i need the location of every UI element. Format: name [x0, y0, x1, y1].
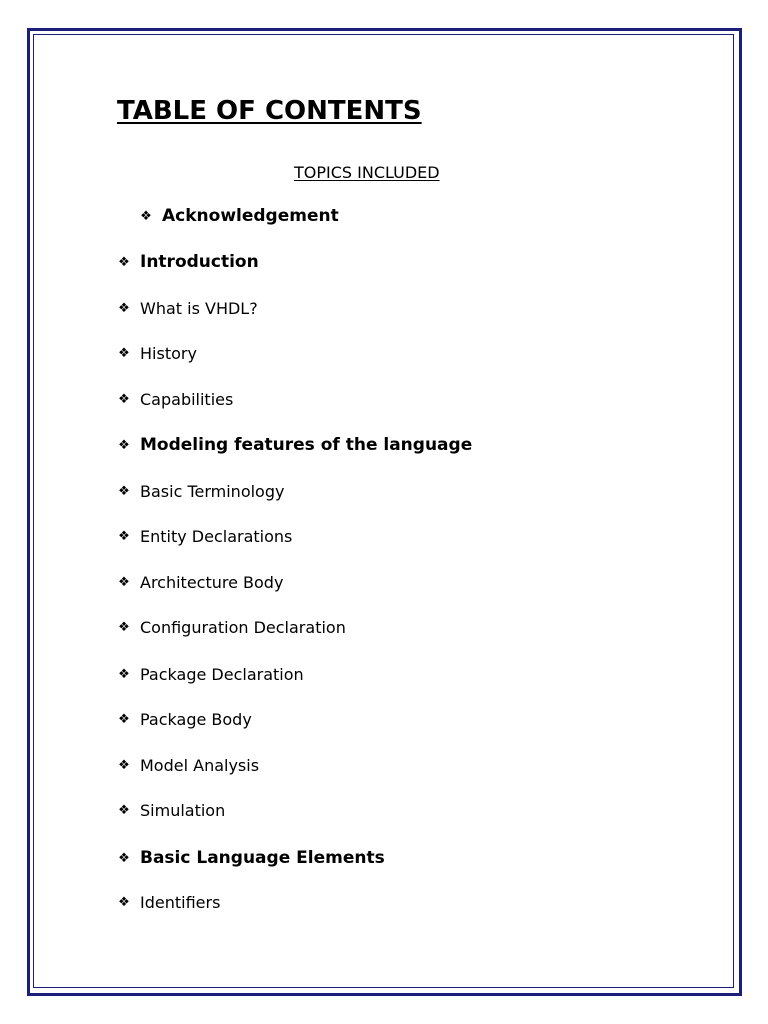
- toc-item-label: Basic Language Elements: [140, 848, 385, 868]
- diamond-bullet-icon: ❖: [118, 484, 130, 499]
- toc-item-label: What is VHDL?: [140, 299, 258, 318]
- toc-item-label: History: [140, 344, 197, 363]
- toc-item-label: Modeling features of the language: [140, 435, 473, 455]
- toc-item: [117, 618, 346, 637]
- toc-item: [117, 390, 233, 409]
- diamond-bullet-icon: ❖: [118, 712, 130, 727]
- toc-item: [117, 665, 304, 684]
- toc-item-label: Model Analysis: [140, 756, 260, 775]
- toc-item-label: Introduction: [140, 252, 259, 272]
- diamond-bullet-icon: ❖: [118, 392, 130, 407]
- diamond-bullet-icon: ❖: [118, 529, 130, 544]
- toc-item-label: Architecture Body: [140, 573, 284, 592]
- toc-item-label: Entity Declarations: [140, 527, 293, 546]
- toc-item: [117, 573, 283, 592]
- toc-item-label: Simulation: [140, 801, 226, 820]
- diamond-bullet-icon: ❖: [118, 803, 130, 818]
- toc-item: [117, 344, 197, 363]
- diamond-bullet-icon: ❖: [118, 346, 130, 361]
- topics-subtitle: TOPICS INCLUDED: [294, 163, 440, 182]
- diamond-bullet-icon: ❖: [118, 575, 130, 590]
- page-title: TABLE OF CONTENTS: [117, 96, 422, 126]
- toc-item-label: Acknowledgement: [162, 206, 339, 226]
- toc-item: [139, 206, 339, 226]
- toc-item-label: Package Declaration: [140, 665, 304, 684]
- toc-item: [117, 482, 284, 501]
- toc-item-label: Capabilities: [140, 390, 234, 409]
- toc-item: [117, 756, 259, 775]
- diamond-bullet-icon: ❖: [118, 667, 130, 682]
- diamond-bullet-icon: ❖: [118, 895, 130, 910]
- diamond-bullet-icon: ❖: [118, 437, 130, 453]
- diamond-bullet-icon: ❖: [118, 301, 130, 316]
- toc-item: [117, 801, 225, 820]
- diamond-bullet-icon: ❖: [118, 620, 130, 635]
- toc-item: [117, 710, 252, 729]
- diamond-bullet-icon: ❖: [140, 208, 152, 224]
- toc-item: [117, 848, 385, 868]
- toc-item-label: Package Body: [140, 710, 252, 729]
- diamond-bullet-icon: ❖: [118, 254, 130, 270]
- toc-item: [117, 252, 259, 272]
- toc-item: [117, 435, 472, 455]
- toc-item-label: Configuration Declaration: [140, 618, 346, 637]
- diamond-bullet-icon: ❖: [118, 850, 130, 866]
- toc-item: [117, 527, 292, 546]
- toc-item: [117, 299, 258, 318]
- toc-item-label: Identifiers: [140, 893, 221, 912]
- diamond-bullet-icon: ❖: [118, 758, 130, 773]
- toc-item-label: Basic Terminology: [140, 482, 285, 501]
- toc-item: [117, 893, 220, 912]
